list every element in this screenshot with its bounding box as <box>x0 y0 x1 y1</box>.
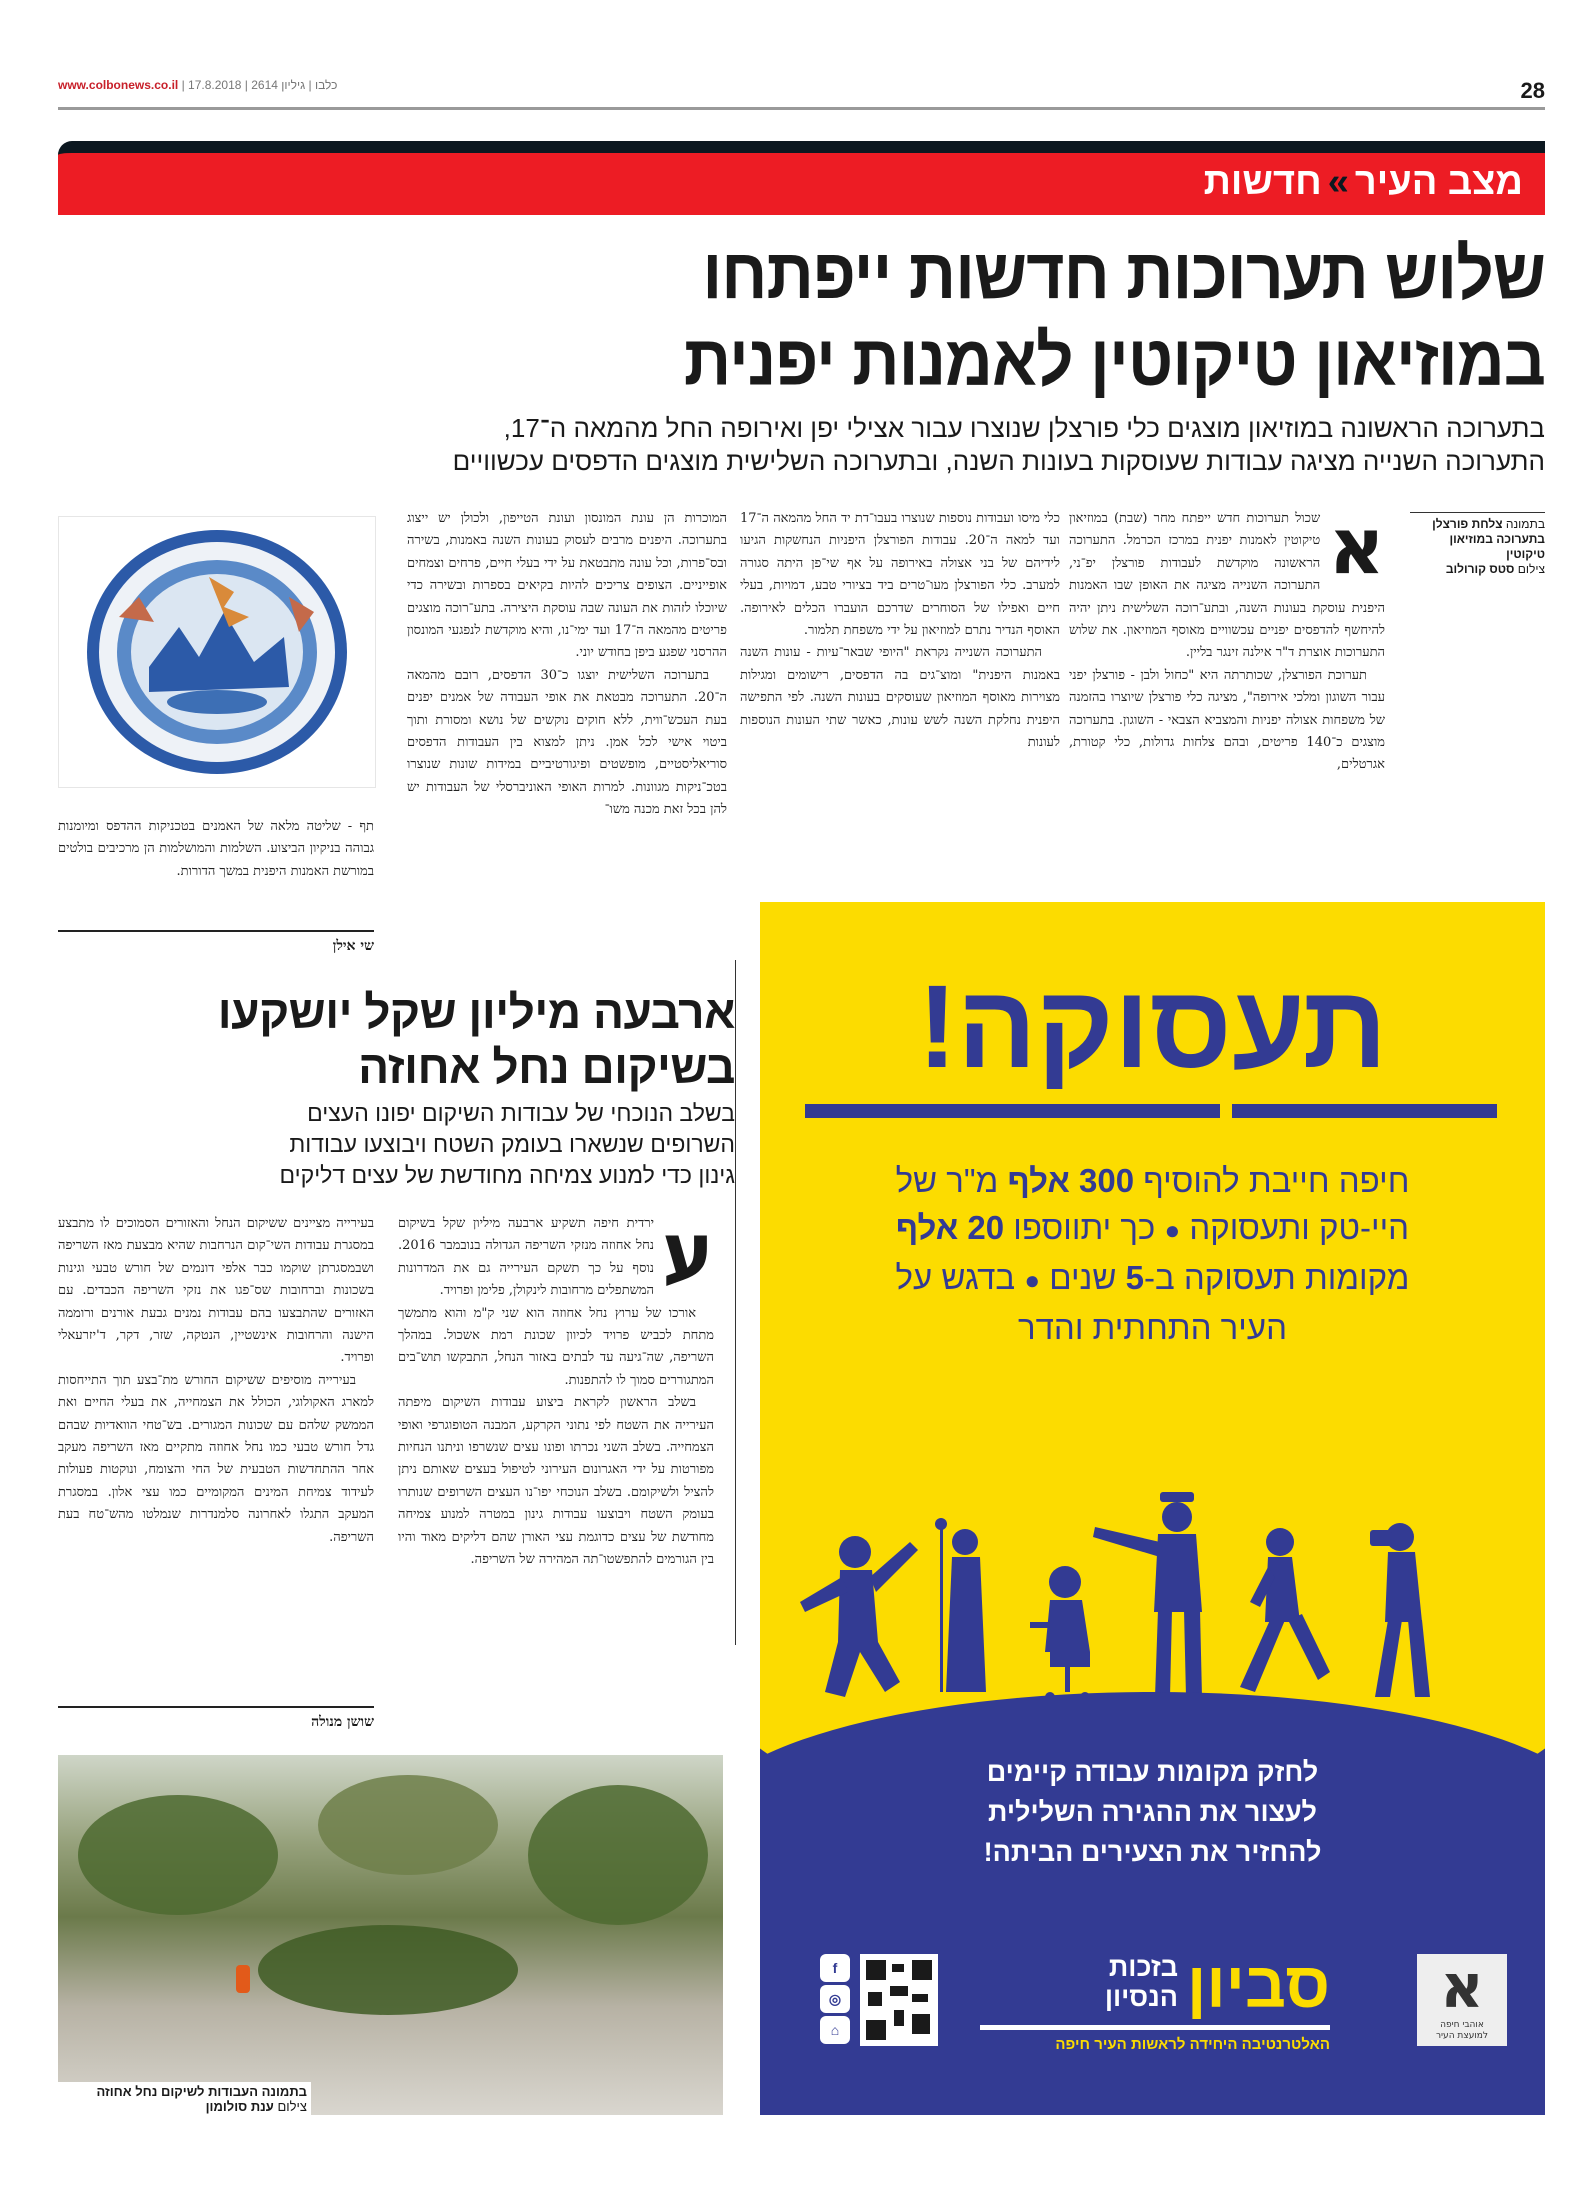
candidate-brand <box>980 1950 1330 2060</box>
porcelain-plate-illustration <box>59 517 375 787</box>
slogan-line: לעצור את ההגירה השלילית <box>988 1797 1317 1827</box>
paragraph: אורכו של ערוץ נחל אחוזה הוא שני ק"מ והוא מתמשך מתחת לכביש פרויד לכיוון שכונת רמת אשכול. במהלך השריפה, שה־גיעה עד לבתים באזור הנחל, התבקשו תוש־בים המתגוררים סמוך לו להתפנות. <box>398 1305 714 1388</box>
ad-title: תעסוקה! <box>917 961 1388 1093</box>
byline-divider <box>58 930 374 932</box>
headline-line: בשיקום נחל אחוזה <box>358 1041 735 1093</box>
caption-photo-label: צילום <box>1517 562 1545 576</box>
page-number: 28 <box>1520 78 1545 103</box>
header-divider <box>58 107 1545 110</box>
caption-photo-label: צילום <box>277 2099 307 2114</box>
article2-subheadline <box>55 1098 735 1191</box>
section-bar <box>58 141 1545 215</box>
paragraph: שכול תערוכות חדש ייפתח מחר (שבת) במוזיאון טיקוטין לאמנות יפנית במרכז הכרמל. התערוכה הראשונה מוקדשת לעבודות פורצלן יפ־ני, התערוכה השנייה מציגה את האופן שבו האמנות היפנית עוסקת בעונות השנה, ובתע־רוכה השלישית ניתן יהיה להיחשף להדפסים יפניים עכשוויים מאוסף המוזיאון. את שלוש התערוכות אוצרת ד"ר אילנה זינגר בליין. <box>1069 511 1385 661</box>
article1-column-1 <box>1069 502 1385 777</box>
ad-title-underline <box>1232 1104 1497 1118</box>
caption-prefix: בתמונה <box>1505 517 1545 531</box>
brand-underline <box>980 2025 1330 2030</box>
caption-photographer: סטס קורולוב <box>1445 562 1515 576</box>
headline-line: שלוש תערוכות חדשות ייפתחו <box>702 233 1545 314</box>
paragraph: בעירייה מוסיפים ששיקום החורש מת־בצע תוך התייחסות למארג האקולוגי, הכולל את הצמחייה, את בעלי החיים ואת הממשק שלהם עם שכונות המגורים. בש־טחי הוואדיות שבהם גדל חורש טבעי כמו נחל אחוזה מתקיים מאז השריפה מעקב אחר ההתחדשות הטבעית של החי והצומח, ונוקטות פעולות לעידוד צמיחת המינים המקומיים כמו עצי אלון. במסגרת המעקב התגלו לאחרונה סלמנדרות שנמלטו מהש־טח בעת השריפה. <box>58 1372 374 1545</box>
ad-title-underline <box>805 1104 1220 1118</box>
photo-caption <box>1410 512 1545 577</box>
site-url[interactable]: www.colbonews.co.il <box>58 78 179 92</box>
drop-cap: ע <box>662 1207 714 1297</box>
ad-footer <box>760 1942 1545 2062</box>
instagram-icon[interactable]: ◎ <box>820 1985 850 2013</box>
subhead-line: גינון כדי למנוע צמיחה מחודשת של עצים דליקים <box>279 1162 735 1188</box>
bullet-icon: ● <box>1164 1215 1181 1245</box>
paragraph: בתערוכה השלישית יוצגו כ־30 הדפסים, רובם מהמאה ה־20. התערוכה מבטאת את אופי העבודה של אמנים יפנים בעת העכש־ווית, ללא חוקים נוקשים של נושא ומסורת ותוך ביטוי אישי לכל אמן. ניתן למצוא בין העבודות הדפסים סוריאליסטיים, מופשטים ופיגורטיביים במידות שונות שנוצרו בטכ־ניקות מגוונות. למרות האופי האוניברסלי של העבודות יש להן בכל זאת מכנה משו־ <box>407 667 727 818</box>
caption-subject: בתמונה העבודות לשיקום נחל אחוזה <box>96 2084 307 2099</box>
double-chevron-icon: » <box>1327 161 1349 203</box>
column-divider <box>735 960 736 1645</box>
singer-silhouette <box>935 1518 986 1692</box>
subhead-line: בשלב הנוכחי של עבודות השיקום יפונו העצים <box>307 1100 735 1126</box>
officer-silhouette <box>1093 1492 1202 1697</box>
article1-subheadline <box>40 412 1545 478</box>
dancer-silhouette <box>800 1536 918 1697</box>
photo-foliage <box>258 1925 518 2015</box>
section-name: מצב העיר <box>1354 161 1523 203</box>
party-logo <box>1417 1954 1507 2046</box>
ad-copy-line: מקומות תעסוקה ב-5 שנים ● בדגש על <box>895 1259 1410 1296</box>
ad-copy-line: חיפה חייבת להוסיף 300 אלף מ"ר של <box>895 1162 1410 1199</box>
paragraph: בשלב הראשון לקראת ביצוע עבודות השיקום מיפתה העירייה את השטח לפי נתוני הקרקע, המבנה הטופוגרפי ואופי הצמחייה. בשלב השני נכרתו ופונו עצים שנשרפו וניתנו הנחיות מפורטות על ידי האגרונום העירוני לטיפול בעצים שאותם ניתן להציל ולשיקומם. בשלב הנוכחי יפו־נו העצים השרופים שנותרו בעומק השטח ויבוצעו עבודות גינון במטרה למנוע צמיחה מחודשת של עצים כדוגמת עצי האורן שהם דליקים מאוד והיו בין הגורמים להתפשטו־תה המהירה של השריפה. <box>398 1395 714 1568</box>
article2-byline: שושן מנולה <box>311 1714 374 1730</box>
office-worker-silhouette <box>1030 1566 1090 1702</box>
web-icon[interactable]: ⌂ <box>820 2016 850 2044</box>
issue-number: גיליון 2614 <box>251 78 306 92</box>
subhead-line: בתערוכה הראשונה במוזיאון מוצגים כלי פורצלן שנוצרו עבור אצילי יפן ואירופה החל מהמאה ה־17, <box>503 413 1545 443</box>
photo-foliage <box>78 1795 278 1915</box>
headline-line: במוזיאון טיקוטין לאמנות יפנית <box>683 319 1545 400</box>
paragraph: תף - שליטה מלאה של האמנים בטכניקות ההדפס ומיומנות גבוהה בניקיון הביצוע. השלמות והמושלמות הן מרכיבים בולטים במורשת האמנות היפנית במשך הדורות. <box>58 819 374 879</box>
ad-slogan <box>760 1752 1545 1872</box>
porcelain-plate-photo <box>58 516 376 788</box>
article1-headline <box>40 230 1545 403</box>
headline-line: ארבעה מיליון שקל יושקעו <box>217 986 735 1038</box>
brand-name: סביון <box>1187 1949 1330 2021</box>
brand-tagline: האלטרנטיבה היחידה לראשות העיר חיפה <box>1055 2036 1330 2053</box>
site-meta: www.colbonews.co.il | כלבו | גיליון 2614 | 17.8.2018 <box>58 78 338 92</box>
party-name: אוהבי חיפה למועצת העיר <box>1435 2020 1489 2041</box>
article1-column-4 <box>58 816 374 883</box>
campaign-advertisement <box>760 902 1545 2115</box>
paragraph: כלי מיסו ועבודות נוספות שנוצרו בעבו־דת יד החל מהמאה ה־17 ועד למאה ה־20. עבודות הפורצלן היפניות הנחשקות הגיעו לידיהם של בני אצולה באירופה על אף שי־פן היתה סגורה למערב. כלי הפורצלן מעו־טרים ביד בציורי טבע, דמויות, בעלי חיים ואפילו של הסוחרים שדרכם הועברו הכלים לאירופה. האוסף הנדיר נתרם למוזיאון על ידי משפחת תלמור. <box>740 511 1060 639</box>
caption-photographer: ענת סולומון <box>205 2099 274 2114</box>
issue-date: 17.8.2018 <box>188 78 242 92</box>
runner-silhouette <box>1240 1528 1330 1692</box>
article2-column-1 <box>398 1207 714 1572</box>
ad-copy-line: העיר התחתית והדר <box>1017 1309 1287 1346</box>
byline-divider <box>58 1706 374 1708</box>
party-letter: א <box>1440 1952 1484 2022</box>
article1-column-3 <box>407 508 727 822</box>
facebook-icon[interactable]: f <box>820 1954 850 1982</box>
bullet-icon: ● <box>1024 1265 1041 1295</box>
publication-name: כלבו <box>314 78 338 92</box>
photographer-silhouette <box>1370 1523 1430 1697</box>
paragraph: בעירייה מציינים ששיקום הנחל והאזורים הסמוכים לו מתבצע במסגרת עבודות השי־קום הנרחבות שהיא מבצעת מאז השריפה ושבמסגרתן שוקמו כבר אלפי דונמים של חורש טבעי וגינות בשכונות וברחובות שס־פגו את נזקי השריפה הכבדים. עם האזורים שהתבצעו בהם עבודות נמנים גבעת אורנים ורוממה הישנה והרחובות אינשטיין, הנטקה, שזר, דקר, ד'יזרעאלי ופרויד. <box>58 1216 374 1366</box>
article2-column-2 <box>58 1213 374 1549</box>
article1-byline: שי אילן <box>332 938 374 954</box>
nahal-ahuza-photo <box>58 1755 723 2115</box>
ad-copy <box>790 1157 1515 1351</box>
photo-foliage <box>318 1775 498 1875</box>
social-links <box>820 1954 852 2046</box>
paragraph: המוכרות הן עונת המונסון ועונת הטייפון, ולכולן יש ייצוג בתערוכה. היפנים מרבים לעסוק בעונות השנה באמנות, בשירה ובס־פרות, וכל עונה מתבטאת על ידי בעלי חיים, פרחים וצמחים אופייניים. הצופים צריכים להיות בקיאים בספרות ובשירה כדי שיוכלו לזהות את העונה שבה עוסקת היצירה. בתע־רוכה מוצגים פריטים מהמאה ה־17 ועד ימי־נו, והיא מוקדשת לנפגעי המונסון ההרסני שפגע ביפן בחודש יוני. <box>407 511 727 661</box>
ad-silhouettes <box>760 1352 1545 1722</box>
photo-foliage <box>528 1785 708 1925</box>
qr-code[interactable] <box>860 1954 938 2046</box>
subhead-line: השרופים שנשארו בעומק השטח ויבוצעו עבודות <box>289 1131 735 1157</box>
article1-column-2 <box>740 508 1060 754</box>
brand-subtitle: בזכות הנסיון <box>1104 1952 1178 2012</box>
ad-copy-line: היי-טק ותעסוקה ● כך יתווספו 20 אלף <box>895 1209 1410 1246</box>
drop-cap: א <box>1328 502 1385 592</box>
photo-worker <box>236 1965 250 1993</box>
slogan-line: לחזק מקומות עבודה קיימים <box>986 1757 1319 1787</box>
paragraph: תערוכת הפורצלן, שכותרתה היא "כחול ולבן - פורצלן יפני עבור השוגון ומלכי אירופה", מציגה כלי פורצלן שיוצרו בהזמנה של משפחות אצולה יפניות והמצביא הצבאי - השוגון. בתערוכה מוצגים כ־140 פריטים, ובהם צלחות גדולות, כלי קטורת, אגרטלים, <box>1069 667 1385 773</box>
paragraph: התערוכה השנייה נקראת "היופי שבאר־עיות - עונות השנה באמנות היפנית" ומוצ־גים בה הדפסים, רישומים ומגילות מצוירות מאוסף המוזיאון שעוסקים בעונות השנה. לפי התפישה היפנית נחלקת השנה לשש עונות, כאשר שתי העונות הנוספות לעונות <box>740 645 1060 751</box>
section-category: חדשות <box>1203 161 1322 203</box>
article2-headline <box>55 985 735 1095</box>
paragraph: ירדית חיפה תשקיע ארבעה מיליון שקל בשיקום נחל אחוזה מנזקי השריפה הגדולה בנובמבר 2016. נוסף על כך תשקם העירייה גם את המדרונות המשתפלים מרחובות לינקולן, פלימן ופרויד. <box>398 1216 655 1299</box>
caption-subject: צלחת פורצלן בתערוכה במוזיאון טיקוטין <box>1432 517 1545 561</box>
subhead-line: התערוכה השנייה מציגה עבודות שעוסקות בעונות השנה, ובתערוכה השלישית מוצגים הדפסים עכשוויים <box>452 446 1545 476</box>
section-title <box>1204 161 1523 204</box>
slogan-line: להחזיר את הצעירים הביתה! <box>983 1837 1322 1867</box>
photo-caption <box>58 2082 311 2118</box>
